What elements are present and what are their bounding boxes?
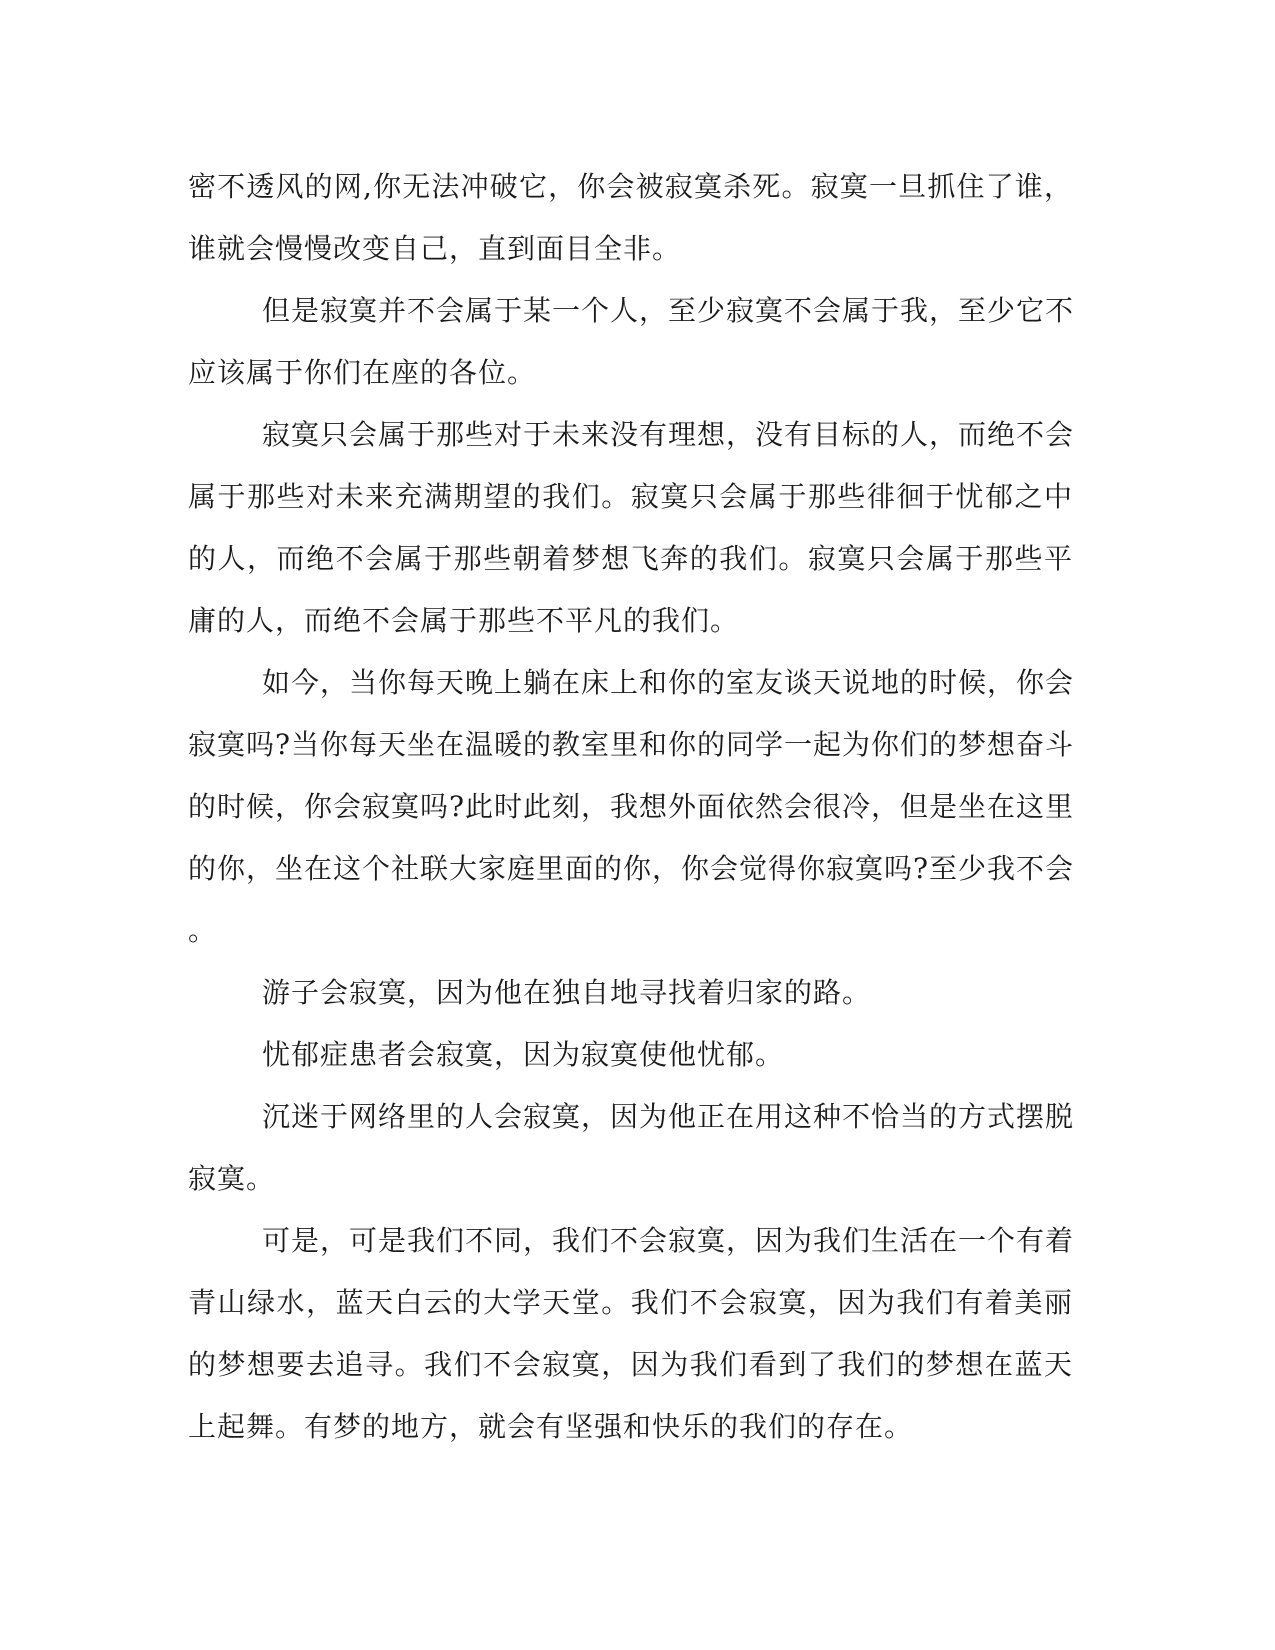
text-line: 谁就会慢慢改变自己，直到面目全非。 <box>188 232 682 265</box>
text-line: 的梦想要去追寻。我们不会寂寞，因为我们看到了我们的梦想在蓝天 <box>188 1348 1073 1381</box>
text-line: 的时候，你会寂寞吗?此时此刻，我想外面依然会很冷，但是坐在这里 <box>188 790 1075 823</box>
text-line: 游子会寂寞，因为他在独自地寻找着归家的路。 <box>262 976 872 1009</box>
text-line: 可是，可是我们不同，我们不会寂寞，因为我们生活在一个有着 <box>262 1224 1075 1257</box>
paragraph <box>188 156 1073 280</box>
text-line: 忧郁症患者会寂寞，因为寂寞使他忧郁。 <box>262 1038 785 1071</box>
text-line: 。 <box>188 914 218 947</box>
paragraph <box>188 280 1073 404</box>
text-line: 庸的人，而绝不会属于那些不平凡的我们。 <box>188 604 740 637</box>
paragraph <box>188 1210 1073 1458</box>
text-line: 寂寞。 <box>188 1162 276 1195</box>
text-line: 应该属于你们在座的各位。 <box>188 356 537 389</box>
paragraph <box>188 1024 1073 1086</box>
text-line: 寂寞吗?当你每天坐在温暖的教室里和你的同学一起为你们的梦想奋斗 <box>188 728 1075 761</box>
paragraph <box>188 652 1073 962</box>
paragraph <box>188 404 1073 652</box>
text-line: 属于那些对未来充满期望的我们。寂寞只会属于那些徘徊于忧郁之中 <box>188 480 1073 513</box>
text-line: 的你，坐在这个社联大家庭里面的你，你会觉得你寂寞吗?至少我不会 <box>188 852 1075 885</box>
paragraph <box>188 1086 1073 1210</box>
text-line: 青山绿水，蓝天白云的大学天堂。我们不会寂寞，因为我们有着美丽 <box>188 1286 1073 1319</box>
text-line: 但是寂寞并不会属于某一个人，至少寂寞不会属于我，至少它不 <box>262 294 1075 327</box>
text-line: 的人，而绝不会属于那些朝着梦想飞奔的我们。寂寞只会属于那些平 <box>188 542 1073 575</box>
text-line: 密不透风的网,你无法冲破它，你会被寂寞杀死。寂寞一旦抓住了谁， <box>188 170 1073 203</box>
paragraph <box>188 962 1073 1024</box>
text-line: 寂寞只会属于那些对于未来没有理想，没有目标的人，而绝不会 <box>262 418 1075 451</box>
text-line: 上起舞。有梦的地方，就会有坚强和快乐的我们的存在。 <box>188 1410 914 1443</box>
text-line: 沉迷于网络里的人会寂寞，因为他正在用这种不恰当的方式摆脱 <box>262 1100 1075 1133</box>
document-body <box>188 156 1073 1458</box>
text-line: 如今，当你每天晚上躺在床上和你的室友谈天说地的时候，你会 <box>262 666 1075 699</box>
